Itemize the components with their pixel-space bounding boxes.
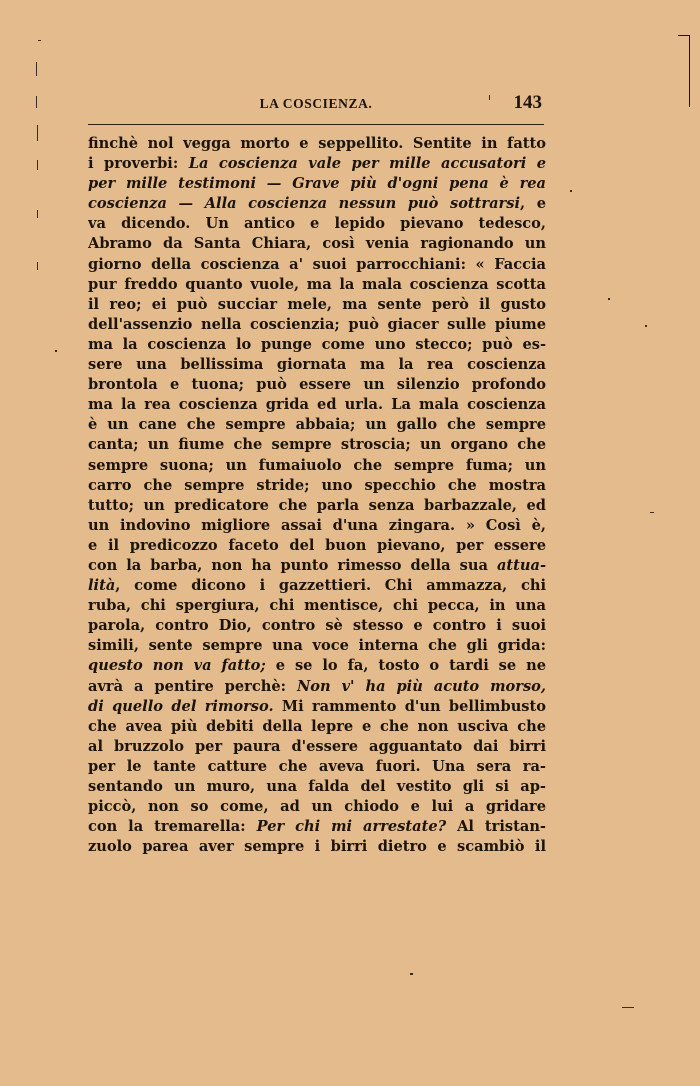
text-line	[88, 134, 546, 154]
text-segment: Al tristan-	[446, 818, 546, 836]
text-segment: è un cane che sempre abbaia; un gallo che sempre	[88, 416, 546, 434]
text-segment: canta; un fiume che sempre stroscia; un organo che	[88, 436, 546, 454]
text-segment: sentando un muro, una falda del vestito gli si ap-	[88, 778, 546, 795]
margin-speck	[37, 210, 38, 218]
text-segment: pur freddo quanto vuole, ma la mala coscienza scotta	[88, 275, 546, 293]
body-text	[88, 134, 546, 857]
text-line	[88, 255, 546, 275]
text-line	[88, 697, 546, 717]
text-segment: i proverbi:	[88, 155, 189, 173]
text-segment: giorno della coscienza a' suoi parrocchiani: « Faccia	[88, 255, 546, 273]
text-segment: ruba, chi spergiura, chi mentisce, chi pecca, in una	[88, 597, 546, 615]
text-segment: zuolo parea aver sempre i birri dietro e scambiò il	[88, 838, 546, 856]
margin-speck	[645, 325, 647, 327]
text-line	[88, 174, 546, 194]
text-line	[88, 717, 546, 737]
margin-speck	[55, 350, 57, 352]
text-segment: con la tremarella:	[88, 818, 257, 836]
text-line	[88, 576, 546, 596]
text-line	[88, 234, 546, 254]
text-line	[88, 194, 546, 214]
italic-segment: coscienza — Alla coscienza nessun può sottrarsi	[88, 195, 521, 213]
text-line	[88, 797, 546, 817]
text-line	[88, 395, 546, 415]
text-segment: ma la rea coscienza grida ed urla. La mala coscienza	[88, 396, 546, 414]
running-title: LA COSCIENZA.	[259, 96, 373, 111]
text-line	[88, 516, 546, 536]
text-segment: finchè nol vegga morto e seppellito. Sentite in fatto	[88, 135, 546, 152]
text-segment: , e	[520, 195, 546, 213]
text-line	[88, 275, 546, 295]
margin-speck	[37, 160, 38, 170]
text-segment: parola, contro Dio, contro sè stesso e contro i suoi	[88, 617, 546, 635]
text-segment: al bruzzolo per paura d'essere agguantato dai birri	[88, 737, 546, 755]
italic-segment: attua-	[496, 556, 546, 574]
text-line	[88, 677, 546, 697]
text-line	[88, 214, 546, 234]
text-line	[88, 295, 546, 315]
text-line	[88, 777, 546, 797]
text-segment: che avea più debiti della lepre e che non usciva che	[88, 717, 546, 735]
margin-speck	[410, 973, 413, 975]
margin-speck	[622, 1007, 634, 1008]
text-line	[88, 656, 546, 676]
text-segment: sere una bellissima giornata ma la rea coscienza	[88, 356, 546, 374]
text-line	[88, 817, 546, 837]
margin-speck	[36, 62, 37, 76]
text-segment: piccò, non so come, ad un chiodo e lui a gridare	[88, 798, 546, 816]
text-line	[88, 636, 546, 656]
margin-speck	[36, 96, 37, 108]
italic-segment: lità	[88, 577, 116, 595]
text-segment: con la barba, non ha punto rimesso della sua	[88, 556, 497, 574]
text-line	[88, 355, 546, 375]
italic-segment: per mille testimoni — Grave più d'ogni pena è rea	[88, 175, 546, 193]
running-head	[88, 92, 544, 116]
header-rule	[88, 124, 544, 125]
text-segment: carro che sempre stride; uno specchio che mostra	[88, 476, 546, 494]
text-line	[88, 476, 546, 496]
page-number: 143	[513, 92, 542, 113]
text-segment: avrà a pentire perchè:	[88, 677, 297, 695]
italic-segment: Non v' ha più acuto morso,	[296, 677, 546, 695]
text-segment: tutto; un predicatore che parla senza barbazzale, ed	[88, 496, 546, 514]
margin-speck	[38, 40, 41, 41]
text-line	[88, 556, 546, 576]
text-line	[88, 837, 546, 857]
text-segment: e se lo fa, tosto o tardi se ne	[265, 657, 546, 675]
italic-segment: Per chi mi arrestate?	[256, 818, 447, 836]
text-segment: , come dicono i gazzettieri. Chi ammazza, chi	[115, 577, 546, 595]
text-line	[88, 737, 546, 757]
text-line	[88, 757, 546, 777]
text-line	[88, 596, 546, 616]
italic-segment: di quello del rimorso.	[88, 697, 274, 715]
margin-speck	[608, 298, 610, 300]
text-line	[88, 435, 546, 455]
text-segment: per le tante catture che aveva fuori. Una sera ra-	[88, 757, 546, 775]
text-line	[88, 315, 546, 335]
text-line	[88, 536, 546, 556]
text-segment: brontola e tuona; può essere un silenzio profondo	[88, 376, 546, 394]
italic-segment: La coscienza vale per mille accusatori e	[188, 155, 546, 173]
text-segment: Abramo da Santa Chiara, così venia ragionando un	[88, 235, 546, 253]
text-segment: va dicendo. Un antico e lepido pievano tedesco,	[88, 215, 546, 233]
margin-speck	[570, 190, 572, 192]
text-line	[88, 415, 546, 435]
text-line	[88, 154, 546, 174]
crop-mark	[678, 35, 690, 107]
text-line	[88, 616, 546, 636]
text-segment: simili, sente sempre una voce interna che gli grida:	[88, 637, 546, 655]
text-segment: un indovino migliore assai d'una zingara. » Così è,	[88, 516, 546, 534]
text-segment: Mi rammento d'un bellimbusto	[273, 697, 546, 715]
margin-speck	[650, 512, 654, 513]
text-segment: il reo; ei può succiar mele, ma sente però il gusto	[88, 295, 546, 313]
text-line	[88, 456, 546, 476]
margin-speck	[37, 125, 38, 141]
text-line	[88, 496, 546, 516]
text-segment: dell'assenzio nella coscienzia; può giacer sulle piume	[88, 315, 546, 333]
text-segment: ma la coscienza lo punge come uno stecco; può es-	[88, 335, 546, 353]
margin-speck	[37, 262, 38, 270]
text-line	[88, 375, 546, 395]
text-segment: e il predicozzo faceto del buon pievano, per essere	[88, 536, 546, 554]
text-segment: sempre suona; un fumaiuolo che sempre fuma; un	[88, 456, 546, 474]
text-line	[88, 335, 546, 355]
italic-segment: questo non va fatto;	[88, 657, 266, 675]
